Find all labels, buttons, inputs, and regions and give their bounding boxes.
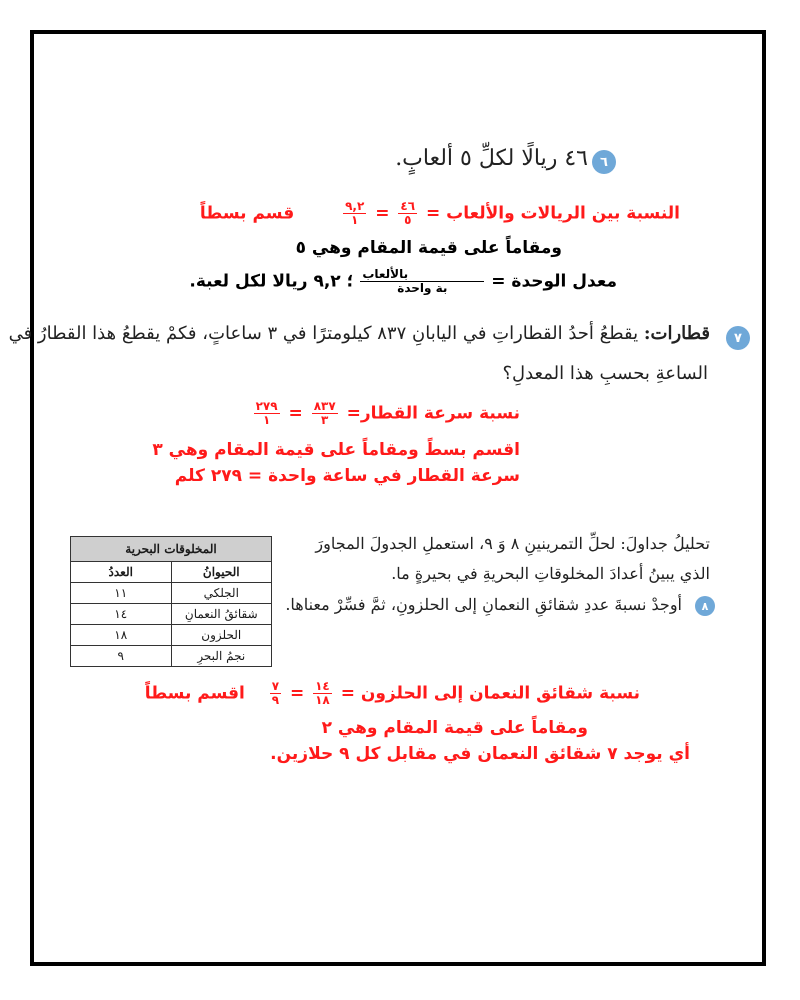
q6-fraction-b: $\frac{٩,٢}{١}$ xyxy=(345,199,365,227)
table-cell-animal: شقائقُ النعمانِ xyxy=(171,604,272,625)
table-row xyxy=(71,625,272,646)
question-7-text-line-1: قطارات: يقطعُ أحدُ القطاراتِ في اليابانِ ٨٣٧ كيلومترًا في ٣ ساعاتٍ، فكمْ يقطعُ هذا القطارُ في xyxy=(8,323,710,344)
question-8-text: أوجدْ نسبةَ عددِ شقائقِ النعمانِ إلى الحلزونِ، ثمَّ فسِّرْ معناها. xyxy=(285,595,682,614)
q7-answer-line-2: اقسم بسطً ومقاماً على قيمة المقام وهي ٣ xyxy=(152,440,520,460)
q6-ratio-label: النسبة بين الريالات والألعاب = xyxy=(425,203,680,224)
table-cell-count: ١٤ xyxy=(71,604,172,625)
analysis-text-line-2: الذي يبينُ أعدادَ المخلوقاتِ البحريةِ في بحيرةٍ ما. xyxy=(391,564,710,583)
q8-answer-line-3: أي يوجد ٧ شقائق النعمان في مقابل كل ٩ حلازين. xyxy=(270,744,690,764)
q6-divide-note: قسم بسطاً xyxy=(199,203,295,224)
table-header-count: العددُ xyxy=(71,562,172,583)
table-caption: المخلوقات البحرية xyxy=(71,537,272,562)
q7-fraction-a: $\frac{٨٣٧}{٣}$ xyxy=(313,399,336,427)
q7-fraction-b: $\frac{٢٧٩}{١}$ xyxy=(255,399,278,427)
q6-answer-line-1: النسبة بين الريالات والألعاب = $\frac{٤٦}{٥}$ = $\frac{٩,٢}{١}$ قسم بسطاً xyxy=(199,199,680,227)
table-cell-count: ١١ xyxy=(71,583,172,604)
question-6-text: ٤٦ ريالًا لكلِّ ٥ ألعابٍ. xyxy=(395,146,588,171)
question-number-8: ٨ xyxy=(695,596,715,616)
question-7-text-line-2: الساعةِ بحسبِ هذا المعدلِ؟ xyxy=(502,363,708,384)
table-row xyxy=(71,646,272,667)
q7-answer-line-1: نسبة سرعة القطار= $\frac{٨٣٧}{٣}$ = $\frac{٢٧٩}{١}$ xyxy=(255,399,520,427)
table-cell-animal: الجلكي xyxy=(171,583,272,604)
q6-answer-line-3: معدل الوحدة = $\frac{\text{بالألعاب}}{\text{بة واحدة}}$ ؛ ٩,٢ ريالا لكل لعبة. xyxy=(189,267,617,295)
question-number-6: ٦ xyxy=(592,150,616,174)
table-header-animal: الحيوانُ xyxy=(171,562,272,583)
table-cell-animal: نجمُ البحرِ xyxy=(171,646,272,667)
question-7-title: قطارات: xyxy=(643,323,710,344)
table-row xyxy=(71,604,272,625)
q8-answer-line-2: ومقاماً على قيمة المقام وهي ٢ xyxy=(321,718,588,738)
q6-answer-line-2: ومقاماً على قيمة المقام وهي ٥ xyxy=(295,238,562,258)
question-number-7: ٧ xyxy=(726,326,750,350)
q7-answer-line-3: سرعة القطار في ساعة واحدة = ٢٧٩ كلم xyxy=(174,466,520,486)
analysis-text-line-1: تحليلُ جداولَ: لحلِّ التمرينينِ ٨ وَ ٩، استعملِ الجدولَ المجاورَ xyxy=(315,534,710,553)
table-cell-count: ٩ xyxy=(71,646,172,667)
q8-fraction-a: $\frac{١٤}{١٨}$ xyxy=(315,679,330,707)
q6-fraction-a: $\frac{٤٦}{٥}$ xyxy=(400,199,416,227)
table-cell-animal: الحلزون xyxy=(171,625,272,646)
q8-answer-line-1: نسبة شقائق النعمان إلى الحلزون = $\frac{١٤}{١٨}$ = $\frac{٧}{٩}$ اقسم بسطاً xyxy=(144,679,640,707)
marine-creatures-table xyxy=(70,536,272,667)
q8-fraction-b: $\frac{٧}{٩}$ xyxy=(271,679,280,707)
table-cell-count: ١٨ xyxy=(71,625,172,646)
table-row xyxy=(71,583,272,604)
q6-fraction-c: $\frac{\text{بالألعاب}}{\text{بة واحدة}}$ xyxy=(362,268,482,295)
